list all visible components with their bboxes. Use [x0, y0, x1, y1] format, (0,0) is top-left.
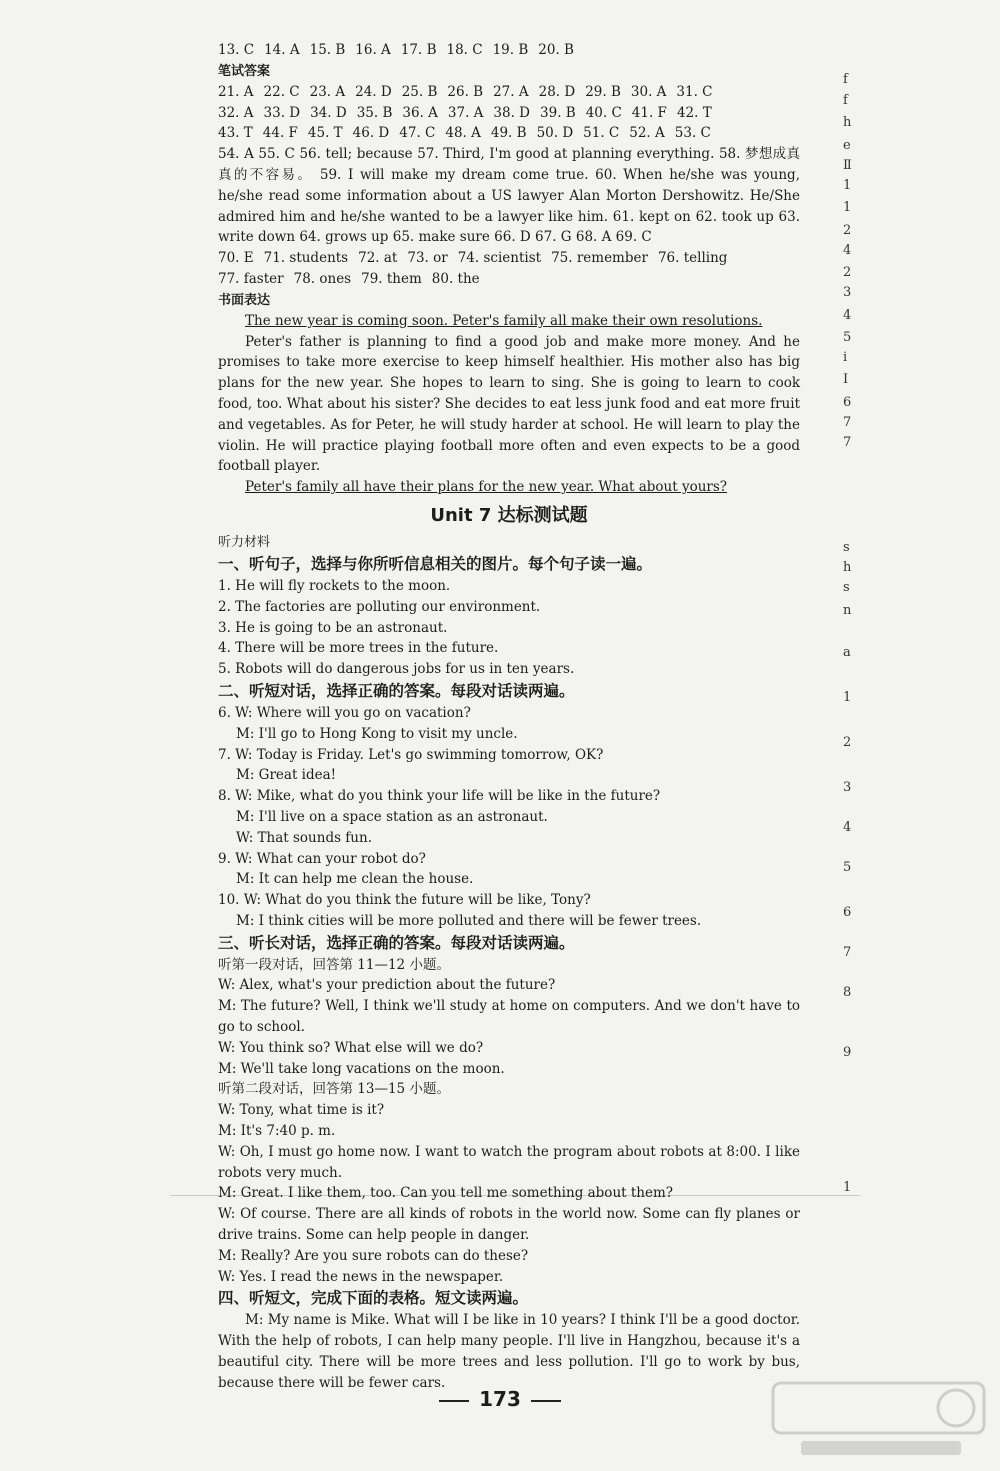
answer-item: 50. D [536, 125, 574, 142]
answer-item: 70. E [218, 250, 254, 267]
answer-item: 15. B [309, 42, 346, 58]
edge-char: 2 [843, 735, 852, 750]
answers-row-5 [218, 248, 800, 269]
answer-item: 39. B [540, 104, 576, 121]
page-number-dash-left [439, 1400, 469, 1402]
part1-list [218, 576, 800, 680]
answer-item: 31. C [676, 83, 713, 100]
edge-char: 7 [843, 945, 852, 960]
answer-item: 18. C [446, 42, 483, 58]
answer-item: 32. A [218, 104, 254, 121]
text-line: W: Oh, I must go home now. I want to watch the program about robots at 8:00. I like robots very much. [218, 1143, 800, 1181]
edge-char: Ⅱ [843, 158, 852, 173]
answer-page [218, 40, 800, 1394]
text-line: M: I'll go to Hong Kong to visit my uncle. [236, 725, 518, 742]
edge-char: f [843, 93, 848, 108]
answers-row-6 [218, 269, 800, 290]
text-line: W: That sounds fun. [236, 829, 372, 846]
answer-item: 26. B [447, 83, 484, 100]
answer-item: 38. D [493, 104, 531, 121]
answer-item: 52. A [629, 125, 665, 142]
answer-item: 16. A [355, 42, 391, 58]
answer-item: 21. A [218, 83, 254, 100]
text-line: W: You think so? What else will we do? [218, 1039, 484, 1056]
answer-item: 41. F [631, 104, 667, 121]
text-line: 8. W: Mike, what do you think your life will be like in the future? [218, 788, 661, 805]
edge-char: 9 [843, 1045, 852, 1060]
edge-char: a [843, 645, 851, 660]
answer-item: 42. T [676, 104, 712, 121]
text-line: 3. He is going to be an astronaut. [218, 619, 448, 636]
edge-char: 1 [843, 1180, 852, 1195]
written-answers-label: 笔试答案 [218, 63, 271, 79]
answer-item: 13. C [218, 42, 255, 58]
text-line: M: It can help me clean the house. [236, 871, 474, 888]
text-line: M: It's 7:40 p. m. [218, 1123, 336, 1140]
edge-char: 3 [843, 285, 852, 300]
answer-item: 44. F [262, 125, 298, 142]
answers-row-3 [218, 103, 800, 124]
answer-item: 23. A [309, 83, 346, 100]
edge-char: e [843, 138, 851, 153]
answers-long-text: 54. A 55. C 56. tell; because 57. Third, I'm good at planning everything. 58. 梦想成真真的不容易。 59. I will make my dream come true. 60. When he/she was young, he/she read some information about a US lawyer Alan Morton Dershowitz. He/She admired him and he/she wanted to be a lawyer like him. 61. kept on 62. took up 63. write down 64. grows up 65. make sure 66. D 67. G 68. A 69. C [218, 146, 800, 246]
text-line: M: I think cities will be more polluted and there will be fewer trees. [236, 912, 702, 929]
writing-first-sentence: The new year is coming soon. Peter's family all make their own resolutions. [245, 312, 763, 329]
answer-item: 79. them [361, 270, 422, 287]
edge-char: 7 [843, 435, 852, 450]
edge-char: 4 [843, 243, 852, 258]
answer-item: 47. C [399, 125, 436, 142]
part2-heading: 二、听短对话，选择正确的答案。每段对话读两遍。 [218, 681, 575, 700]
edge-char: s [843, 540, 850, 555]
text-line: 5. Robots will do dangerous jobs for us in ten years. [218, 661, 575, 678]
part3-intro-2: 听第二段对话，回答第 13—15 小题。 [218, 1081, 450, 1098]
answer-item: 27. A [493, 83, 529, 100]
writing-label: 书面表达 [218, 292, 271, 308]
text-line: W: Yes. I read the news in the newspaper. [218, 1268, 504, 1285]
edge-char: 6 [843, 905, 852, 920]
edge-char: 2 [843, 223, 852, 238]
edge-char: h [843, 115, 852, 130]
answer-item: 46. D [352, 125, 390, 142]
edge-char: 7 [843, 415, 852, 430]
listening-label: 听力材料 [218, 534, 271, 550]
answer-item: 80. the [431, 270, 480, 287]
answer-item: 43. T [218, 125, 253, 142]
answer-item: 40. C [585, 104, 622, 121]
answer-item: 45. T [307, 125, 343, 142]
edge-char: i [843, 350, 848, 365]
text-line: 4. There will be more trees in the future. [218, 640, 499, 657]
text-line: M: Great idea! [236, 767, 337, 784]
answer-item: 73. or [407, 250, 448, 267]
page-number-dash-right [531, 1400, 561, 1402]
page-number-value: 173 [479, 1387, 521, 1411]
text-line: M: Really? Are you sure robots can do these? [218, 1247, 529, 1264]
answer-item: 53. C [674, 125, 711, 142]
part3-heading: 三、听长对话，选择正确的答案。每段对话读两遍。 [218, 933, 575, 952]
edge-char: I [843, 372, 849, 387]
part1-heading: 一、听句子，选择与你所听信息相关的图片。每个句子读一遍。 [218, 554, 653, 573]
text-line: M: I'll live on a space station as an astronaut. [236, 808, 548, 825]
answer-item: 72. at [358, 250, 398, 267]
part3-intro-1: 听第一段对话，回答第 11—12 小题。 [218, 956, 450, 973]
answer-item: 76. telling [657, 250, 728, 267]
answer-item: 75. remember [551, 250, 648, 267]
text-line: 7. W: Today is Friday. Let's go swimming tomorrow, OK? [218, 746, 604, 763]
answer-item: 37. A [447, 104, 484, 121]
edge-char: 4 [843, 820, 852, 835]
text-line: M: The future? Well, I think we'll study at home on computers. And we don't have to go to school. [218, 998, 800, 1036]
answer-item: 28. D [538, 83, 576, 100]
edge-char: n [843, 603, 852, 618]
answer-item: 51. C [583, 125, 620, 142]
text-line: 1. He will fly rockets to the moon. [218, 577, 451, 594]
answers-row-1 [218, 40, 800, 61]
edge-char: 4 [843, 308, 852, 323]
edge-char: 5 [843, 330, 852, 345]
text-line: M: Great. I like them, too. Can you tell me something about them? [218, 1185, 673, 1202]
answers-row-4 [218, 123, 800, 144]
edge-char: h [843, 560, 852, 575]
answer-item: 78. ones [293, 270, 352, 287]
edge-char: 3 [843, 780, 852, 795]
text-line: 10. W: What do you think the future will be like, Tony? [218, 892, 591, 909]
answer-item: 25. B [401, 83, 438, 100]
text-line: M: We'll take long vacations on the moon. [218, 1060, 505, 1077]
answer-item: 36. A [402, 104, 438, 121]
answer-item: 35. B [356, 104, 393, 121]
edge-char: 6 [843, 395, 852, 410]
writing-last-sentence: Peter's family all have their plans for the new year. What about yours? [245, 479, 728, 496]
edge-char: 5 [843, 860, 852, 875]
edge-char: 1 [843, 178, 852, 193]
answer-item: 49. B [490, 125, 527, 142]
edge-char: 1 [843, 200, 852, 215]
answers-row-2 [218, 82, 800, 103]
text-line: W: Tony, what time is it? [218, 1102, 385, 1119]
answer-item: 29. B [585, 83, 621, 100]
answer-item: 48. A [445, 125, 481, 142]
answer-item: 24. D [355, 83, 392, 100]
edge-char: s [843, 580, 850, 595]
answer-item: 14. A [264, 42, 300, 58]
answer-item: 20. B [538, 42, 574, 58]
part2-list [218, 703, 800, 932]
edge-char: 1 [843, 690, 852, 705]
writing-body: Peter's father is planning to find a good job and make more money. And he promises to take more exercise to keep himself healthier. His mother also has big plans for the new year. She hopes to learn to sing. She is going to learn to cook food, too. What about his sister? She decides to eat less junk food and eat more fruit and vegetables. As for Peter, he will study harder at school. He will learn to play the violin. He will practice playing football more often and even expects to be a good football player. [218, 333, 800, 475]
text-line: W: Of course. There are all kinds of robots in the world now. Some can fly planes or drive trains. Some can help people in danger. [218, 1206, 800, 1244]
answer-item: 77. faster [218, 270, 284, 287]
part4-heading: 四、听短文，完成下面的表格。短文读两遍。 [218, 1289, 529, 1308]
answer-item: 33. D [263, 104, 301, 121]
part3-dialogue-1 [218, 975, 800, 1079]
answer-item: 22. C [263, 83, 300, 100]
watermark-logo-icon [771, 1381, 986, 1461]
text-line: 2. The factories are polluting our environment. [218, 598, 541, 615]
text-line: W: Alex, what's your prediction about the future? [218, 977, 556, 994]
part4-text: M: My name is Mike. What will I be like in 10 years? I think I'll be a good doctor. With the help of robots, I can help many people. I'll live in Hangzhou, because it's a beautiful city. There will be more trees and less pollution. I'll go to work by bus, because there will be fewer cars. [218, 1312, 800, 1391]
answer-item: 74. scientist [457, 250, 542, 267]
part3-dialogue-2 [218, 1100, 800, 1287]
answer-item: 71. students [263, 250, 349, 267]
answer-item: 30. A [630, 83, 667, 100]
edge-char: 8 [843, 985, 852, 1000]
text-line: 6. W: Where will you go on vacation? [218, 704, 471, 721]
answer-item: 17. B [400, 42, 437, 58]
edge-char: 2 [843, 265, 852, 280]
text-line: 9. W: What can your robot do? [218, 850, 426, 867]
unit-title: Unit 7 达标测试题 [430, 504, 588, 526]
answer-item: 34. D [310, 104, 347, 121]
answer-item: 19. B [492, 42, 529, 58]
edge-char: f [843, 72, 848, 87]
